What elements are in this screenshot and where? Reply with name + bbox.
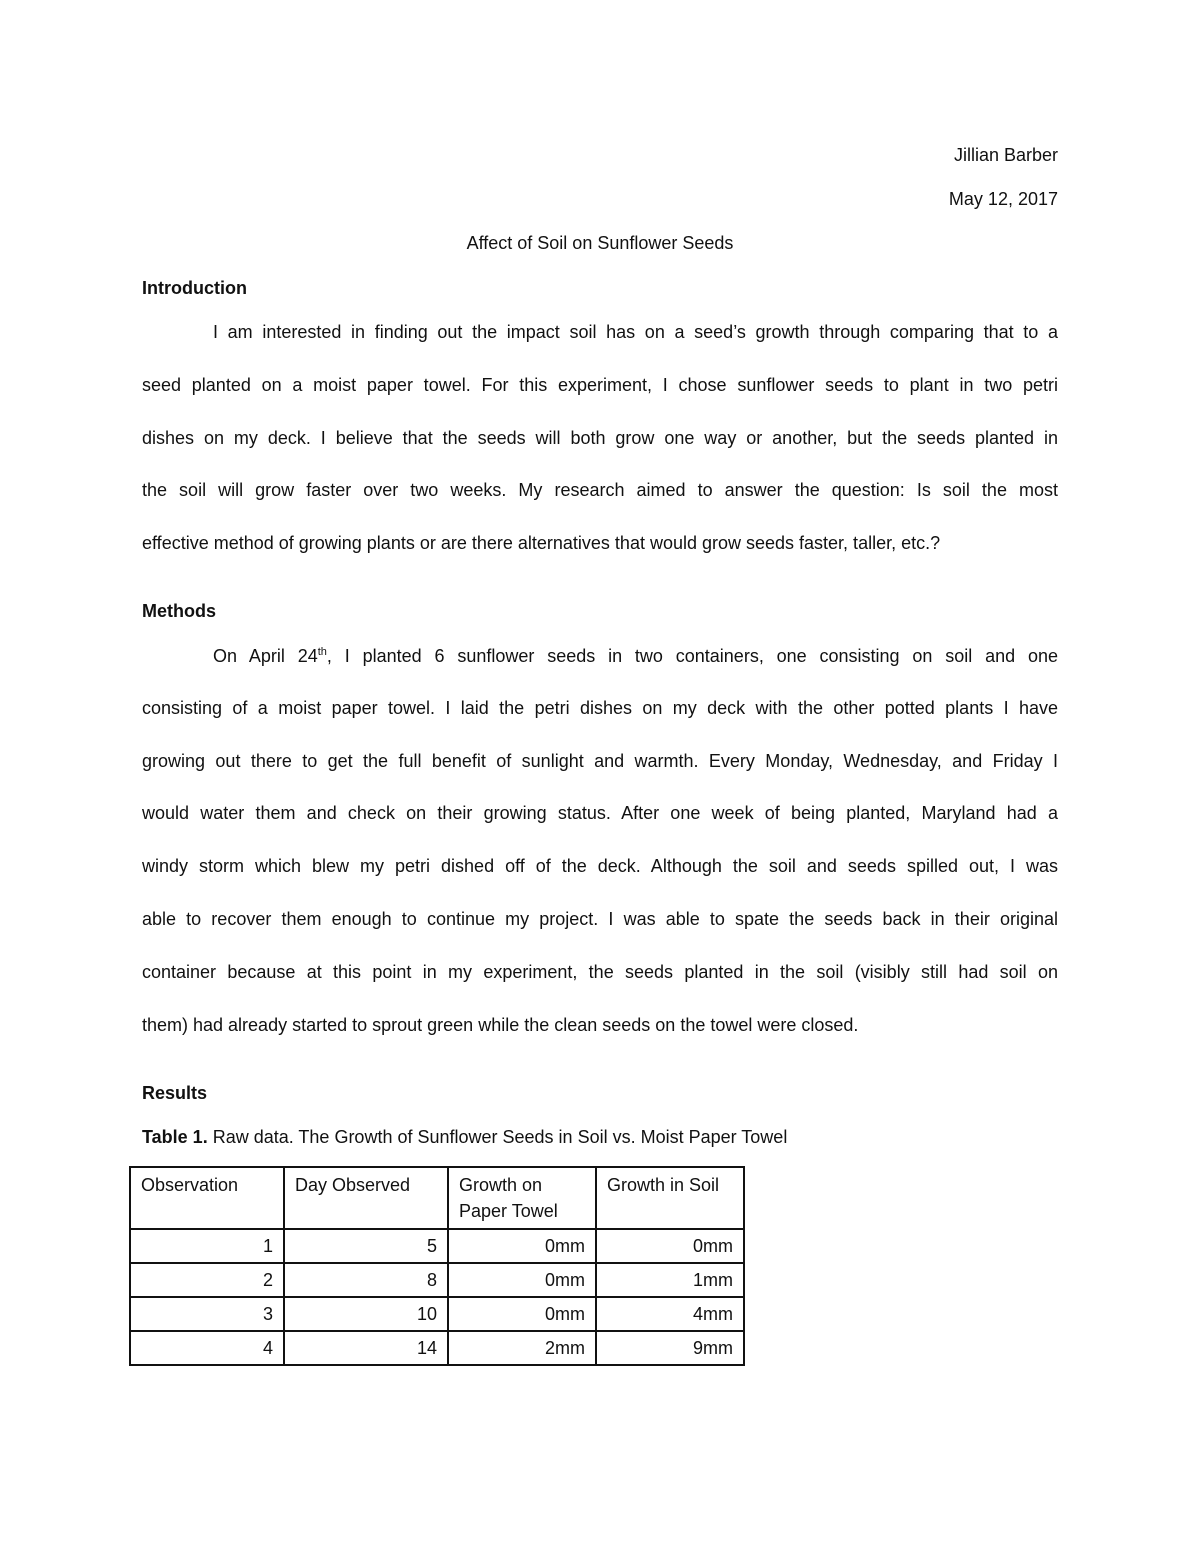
table-cell: 14 <box>284 1331 448 1365</box>
table-cell: 8 <box>284 1263 448 1297</box>
table-caption <box>142 1126 787 1148</box>
table-cell: 0mm <box>448 1263 596 1297</box>
table-cell: 2 <box>130 1263 284 1297</box>
ordinal-suffix: th <box>317 646 327 658</box>
introduction-line: effective method of growing plants or are there alternatives that would grow seeds faster, taller, etc.? <box>142 533 941 553</box>
table-cell: 1mm <box>596 1263 744 1297</box>
table-cell: 2mm <box>448 1331 596 1365</box>
table-cell: 5 <box>284 1229 448 1263</box>
methods-line: windy storm which blew my petri dished off of the deck. Although the soil and seeds spilled out, I was <box>142 856 1058 876</box>
table-row <box>130 1263 744 1297</box>
table-cell: 0mm <box>448 1229 596 1263</box>
column-header: Growth in Soil <box>596 1167 744 1229</box>
methods-line: consisting of a moist paper towel. I laid the petri dishes on my deck with the other potted plants I have <box>142 698 1058 718</box>
results-heading: Results <box>142 1083 208 1103</box>
introduction-line: seed planted on a moist paper towel. For this experiment, I chose sunflower seeds to plant in two petri <box>142 375 1058 395</box>
methods-line: container because at this point in my experiment, the seeds planted in the soil (visibly still had soil on <box>142 962 1058 982</box>
methods-line-start: On April 24 <box>213 646 318 666</box>
column-header: Observation <box>130 1167 284 1229</box>
methods-line: would water them and check on their growing status. After one week of being planted, Maryland had a <box>142 803 1058 823</box>
introduction-line: dishes on my deck. I believe that the seeds will both grow one way or another, but the seeds planted in <box>142 428 1058 448</box>
methods-line <box>213 645 1058 667</box>
table-caption-text: Raw data. The Growth of Sunflower Seeds in Soil vs. Moist Paper Towel <box>207 1127 788 1147</box>
table-cell: 4 <box>130 1331 284 1365</box>
column-header: Day Observed <box>284 1167 448 1229</box>
introduction-line: I am interested in finding out the impact soil has on a seed’s growth through comparing that to a <box>213 322 1058 342</box>
table-cell: 9mm <box>596 1331 744 1365</box>
growth-data-table <box>129 1166 745 1366</box>
table-row <box>130 1331 744 1365</box>
methods-line-rest: , I planted 6 sunflower seeds in two containers, one consisting on soil and one <box>326 646 1058 666</box>
column-header: Growth on Paper Towel <box>448 1167 596 1229</box>
methods-heading: Methods <box>142 601 216 621</box>
table-cell: 3 <box>130 1297 284 1331</box>
methods-line: them) had already started to sprout green while the clean seeds on the towel were closed. <box>142 1015 859 1035</box>
table-row <box>130 1297 744 1331</box>
table-cell: 0mm <box>596 1229 744 1263</box>
introduction-line: the soil will grow faster over two weeks. My research aimed to answer the question: Is soil the most <box>142 480 1058 500</box>
document-title: Affect of Soil on Sunflower Seeds <box>466 233 734 253</box>
introduction-heading: Introduction <box>142 278 247 298</box>
table-cell: 10 <box>284 1297 448 1331</box>
document-date: May 12, 2017 <box>948 189 1058 209</box>
methods-line: growing out there to get the full benefit of sunlight and warmth. Every Monday, Wednesday, and Friday I <box>142 751 1058 771</box>
author-name: Jillian Barber <box>953 145 1058 165</box>
table-header-row <box>130 1167 744 1229</box>
table-row <box>130 1229 744 1263</box>
table-cell: 1 <box>130 1229 284 1263</box>
table-cell: 0mm <box>448 1297 596 1331</box>
table-caption-label: Table 1. <box>142 1127 208 1147</box>
methods-line: able to recover them enough to continue my project. I was able to spate the seeds back in their original <box>142 909 1058 929</box>
table-cell: 4mm <box>596 1297 744 1331</box>
